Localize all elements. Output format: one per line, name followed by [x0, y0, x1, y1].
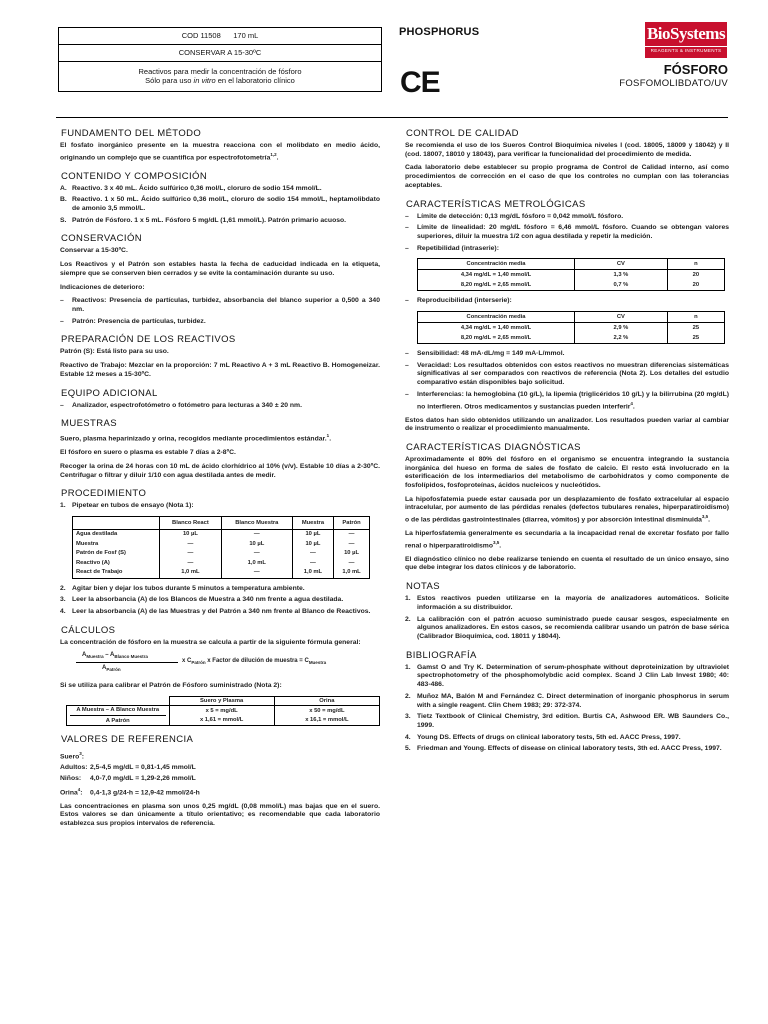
- list-marker: 1.: [405, 663, 411, 671]
- left-column: [60, 120, 380, 834]
- table-row: [73, 559, 370, 569]
- list-item: [405, 245, 729, 254]
- table-cell: —: [292, 549, 333, 559]
- muestras-p3: Recoger la orina de 24 horas con 10 mL de ácido clorhídrico al 10% (v/v). Estable 10 días a 2-30ºC. Centrifugar o filtrar y diluir 1/10 con agua destilada antes de medir.: [60, 462, 380, 479]
- list-marker: 5.: [405, 745, 411, 753]
- purpose-line-2: [59, 76, 381, 85]
- formula-c: x C: [182, 658, 192, 665]
- list-item: [405, 362, 729, 388]
- list-item: [60, 585, 380, 594]
- section-title-calculos: CÁLCULOS: [61, 624, 116, 636]
- table-cell: —: [160, 549, 222, 559]
- list-text: Young DS. Effects of drugs on clinical laboratory tests, 5th ed. AACC Press, 1997.: [417, 733, 681, 741]
- brand-logo: [645, 22, 727, 58]
- table-cell: 10 µL: [292, 530, 333, 540]
- metrologicas-list-2: [405, 350, 729, 411]
- table-cell: Patrón de Fosf (S): [73, 549, 160, 559]
- list-text: Muñoz MA, Balón M and Fernández C. Direct determination of inorganic phosphorus in serum with a single reagent. Clin Chem 1983; 29: 372-374.: [417, 692, 729, 709]
- table-cell: —: [334, 559, 370, 569]
- section-title-procedimiento: PROCEDIMIENTO: [61, 488, 147, 500]
- section-title-contenido: CONTENIDO Y COMPOSICIÓN: [61, 170, 208, 182]
- diagnosticas-p1: Aproximadamente el 80% del fósforo en el organismo se encuentra integrando la sustancia inorgánica del hueso en forma de sales de fosfato de calcio. El resto está involucrado en la esterificación de los intermediarios del metabolismo de carbohidratos y como componente de fosfolípidos, fosfoproteínas, ácidos nucleicos y nucleótidos.: [405, 455, 729, 490]
- list-marker: 1.: [60, 502, 66, 510]
- list-marker: –: [405, 390, 409, 398]
- table-cell: 0,7 %: [575, 280, 668, 291]
- table-cell: —: [160, 559, 222, 569]
- brand-tagline: REAGENTS & INSTRUMENTS: [645, 46, 727, 55]
- list-item: [60, 596, 380, 605]
- table-row: [73, 549, 370, 559]
- list-marker: –: [405, 224, 409, 232]
- diagnosticas-p4: El diagnóstico clínico no debe realizarse teniendo en cuenta el resultado de un único ensayo, sino que debe integrar los datos clínicos y de laboratorio.: [405, 555, 729, 572]
- deterioro-list: [60, 297, 380, 326]
- formula-sub: Muestra: [86, 654, 104, 660]
- section-title-control: CONTROL DE CALIDAD: [406, 128, 519, 139]
- reference-label-wrap: [60, 784, 90, 798]
- purpose-text-italic: in vitro: [193, 76, 216, 85]
- formula-numerator: [82, 652, 148, 659]
- purpose-text-c: en el laboratorio clínico: [215, 76, 295, 85]
- list-text: Analizador, espectrofotómetro o fotómetro para lecturas a 340 ± 20 nm.: [72, 401, 302, 409]
- table-cell: x 5 = mg/dL: [169, 706, 274, 716]
- table-header-row: [67, 697, 380, 706]
- header-divider: [56, 117, 728, 118]
- list-marker: 4.: [60, 607, 66, 615]
- table-cell: —: [292, 559, 333, 569]
- formula-denominator: [102, 665, 121, 672]
- list-item: [405, 297, 729, 306]
- table-header: Concentración media: [418, 259, 575, 270]
- table-cell: 1,0 mL: [221, 559, 292, 569]
- table-header: [73, 517, 160, 530]
- list-text: Patrón: Presencia de partículas, turbidez.: [72, 317, 206, 325]
- list-text: Gamst O and Try K. Determination of serum-phosphate without deproteinization by ultraviolet spectrophotometry of the phosphomolybdic acid complex. Scand J Clin Lab Invest 1980; 40: 483-486.: [417, 663, 729, 689]
- notas-list: [405, 595, 729, 642]
- list-item: [60, 402, 380, 411]
- list-text: Leer la absorbancia (A) de las Muestras y del Patrón a 340 nm frente al Blanco de Reactivos.: [72, 607, 371, 615]
- table-cell: —: [334, 530, 370, 540]
- list-text: Límite de detección: 0,13 mg/dL fósforo = 0,042 mmol/L fósforo.: [417, 212, 624, 220]
- list-item: [405, 595, 729, 612]
- table-cell: [67, 697, 170, 706]
- list-item: [60, 297, 380, 314]
- table-cell: —: [221, 568, 292, 578]
- reference-value: 4,0-7,0 mg/dL = 1,29-2,26 mmol/L: [90, 775, 196, 783]
- diagnosticas-p3-end: .: [499, 542, 502, 550]
- table-cell: Agua destilada: [73, 530, 160, 540]
- reference-ref: 4: [77, 787, 81, 793]
- section-title-equipo: EQUIPO ADICIONAL: [61, 387, 158, 399]
- fundamento-ref: 1,2: [270, 151, 277, 157]
- formula-fraction-line: [76, 662, 178, 663]
- list-text: Estos reactivos pueden utilizarse en la mayoría de analizadores automáticos. Solicite información a su distribuidor.: [417, 595, 729, 611]
- list-marker: B.: [60, 196, 67, 204]
- list-text: Interferencias: la hemoglobina (10 g/L), la lipemia (triglicéridos 10 g/L) y la bilirrubina (20 mg/dL) no interfieren. Otros medicamentos y sustancias pueden interferir: [417, 390, 729, 410]
- reference-label: Niños:: [60, 775, 82, 783]
- list-text: Límite de linealidad: 20 mg/dL fósforo = 6,46 mmol/L fósforo. Cuando se obtengan valores superiores, diluir la muestra 1/2 con agua destilada y repetir la medición.: [417, 224, 729, 240]
- page-title: FÓSFORO: [663, 62, 728, 77]
- section-title-notas: NOTAS: [406, 581, 441, 593]
- list-text: Tietz Textbook of Clinical Chemistry, 3rd edition. Burtis CA, Ashwood ER. WB Saunders Co., 1999.: [417, 713, 729, 729]
- suero-text: Suero: [60, 753, 80, 761]
- table-cell: 25: [667, 323, 724, 334]
- list-marker: –: [405, 297, 409, 305]
- formula-sub: Patrón: [106, 667, 121, 673]
- list-text: Reactivo. 3 x 40 mL. Ácido sulfúrico 0,36 mol/L, cloruro de sodio 154 mmol/L.: [72, 184, 322, 192]
- formula-factor: x Factor de dilución de muestra = C: [207, 658, 309, 665]
- procedimiento-steps: [60, 585, 380, 617]
- calculos-p1: La concentración de fósforo en la muestra se calcula a partir de la siguiente fórmula general:: [60, 638, 361, 646]
- diagnosticas-p2: [405, 496, 729, 525]
- formula-sub: Blanco Muestra: [114, 654, 148, 660]
- table-row: [73, 540, 370, 550]
- list-item: [60, 608, 380, 617]
- reproducibility-table: [417, 311, 725, 344]
- list-marker: –: [60, 317, 64, 325]
- list-marker: S.: [60, 216, 67, 224]
- formula-sub: Muestra: [308, 660, 327, 666]
- table-cell: 25: [667, 333, 724, 344]
- table-row: [418, 323, 725, 334]
- diagnosticas-p2-end: .: [708, 516, 711, 524]
- list-text: Reproducibilidad (interserie):: [417, 297, 512, 305]
- calculos-p2: Si se utiliza para calibrar el Patrón de Fósforo suministrado (Nota 2):: [60, 682, 282, 690]
- list-text: Pipetear en tubos de ensayo (Nota 1):: [72, 502, 194, 510]
- control-p2: Cada laboratorio debe establecer su propio programa de Control de Calidad interno, así como procedimientos de corrección en el caso de que los controles no cumplan con las tolerancias aceptables.: [405, 164, 729, 189]
- product-name: PHOSPHORUS: [399, 26, 480, 38]
- table-cell: Reactivo (A): [73, 559, 160, 569]
- reference-label: Orina: [60, 789, 78, 797]
- table-header: n: [667, 312, 724, 323]
- list-marker: –: [405, 361, 409, 369]
- table-cell: x 1,61 = mmol/L: [169, 716, 274, 726]
- table-header: Orina: [274, 697, 379, 706]
- section-title-muestras: MUESTRAS: [61, 418, 117, 430]
- table-cell: —: [221, 530, 292, 540]
- section-title-bibliografia: BIBLIOGRAFÍA: [406, 649, 477, 661]
- table-cell: React de Trabajo: [73, 568, 160, 578]
- list-text: Reactivos: Presencia de partículas, turbidez, absorbancia del blanco superior a 0,500 a 340 nm.: [72, 297, 380, 313]
- fundamento-body: El fosfato inorgánico presente en la muestra reacciona con el molibdato en medio ácido, originando un complejo que se cuantifica por espectrofotometría: [60, 142, 380, 161]
- table-cell: 1,3 %: [575, 270, 668, 281]
- section-title-conservacion: CONSERVACIÓN: [61, 233, 142, 245]
- table-cell: 4,34 mg/dL = 1,40 mmol/L: [418, 270, 575, 281]
- preparacion-p1: Patrón (S): Está listo para su uso.: [60, 348, 169, 356]
- metrologicas-list: [405, 213, 729, 254]
- preparacion-p2: Reactivo de Trabajo: Mezclar en la proporción: 7 mL Reactivo A + 3 mL Reactivo B. Homogeneizar. Estable 12 meses a 15-30ºC.: [60, 362, 380, 378]
- purpose-line-1: Reactivos para medir la concentración de fósforo: [138, 67, 302, 76]
- list-marker: –: [60, 297, 64, 305]
- table-cell: [67, 706, 170, 726]
- muestras-p1-end: .: [329, 435, 332, 443]
- table-row: [67, 706, 380, 716]
- fundamento-text: [60, 142, 380, 163]
- list-marker: 1.: [405, 595, 411, 603]
- formula-sub: Patrón: [191, 660, 206, 666]
- reference-label-end: :: [80, 789, 83, 797]
- muestras-p1: [60, 432, 380, 444]
- storage-row: CONSERVAR A 15-30ºC: [59, 45, 381, 62]
- valores-note: Las concentraciones en plasma son unos 0,25 mg/dL (0,08 mmol/L) mas bajas que en el suero. Estos valores se dan únicamente a título orientativo; es recomendable que cada laboratorio establezca sus propios intervalos de referencia.: [60, 802, 380, 827]
- reference-value: 2,5-4,5 mg/dL = 0,81-1,45 mmol/L: [90, 764, 196, 772]
- table-cell: 20: [667, 270, 724, 281]
- diagnosticas-p3-text: La hiperfosfatemia generalmente es secundaria a la incapacidad renal de excretar fosfato por fallo renal o hiperparatiroidismo: [405, 530, 729, 550]
- table-cell: 10 µL: [221, 540, 292, 550]
- list-item: [60, 185, 380, 194]
- list-text: Reactivo. 1 x 50 mL. Ácido sulfúrico 0,36 mol/L, cloruro de sodio 154 mmol/L, heptamolibdato de amonio 3,5 mmol/L.: [72, 196, 380, 213]
- product-volume: 170 mL: [233, 31, 259, 40]
- suero-ref: 3: [79, 751, 82, 757]
- procedimiento-step1: [60, 502, 380, 511]
- reference-row: [60, 762, 380, 773]
- repro-label-list: [405, 297, 729, 306]
- purpose-row: [59, 62, 381, 91]
- section-title-diagnosticas: CARACTERÍSTICAS DIAGNÓSTICAS: [406, 441, 581, 453]
- table-row: [418, 280, 725, 291]
- list-item: [60, 217, 380, 226]
- list-marker: A.: [60, 184, 67, 192]
- list-marker: –: [60, 401, 64, 409]
- table-cell: 10 µL: [292, 540, 333, 550]
- muestras-ref: 1: [326, 433, 330, 439]
- table-cell: 2,2 %: [575, 333, 668, 344]
- table-cell: —: [221, 549, 292, 559]
- list-text: Agitar bien y dejar los tubos durante 5 minutos a temperatura ambiente.: [72, 584, 305, 592]
- table-header-row: [418, 312, 725, 323]
- table-header: Muestra: [292, 517, 333, 530]
- muestras-p1-text: Suero, plasma heparinizado y orina, recogidos mediante procedimientos estándar.: [60, 435, 327, 443]
- metrologicas-note: Estos datos han sido obtenidos utilizando un analizador. Los resultados pueden variar al cambiar de instrumento o realizar el procedimiento manualmente.: [405, 416, 729, 433]
- method-subtitle: FOSFOMOLIBDATO/UV: [619, 78, 728, 89]
- calculation-table: [66, 696, 380, 726]
- table-row: [73, 530, 370, 540]
- list-text: Friedman and Young. Effects of disease on clinical laboratory tests, 3th ed. AACC Press, 1997.: [417, 745, 722, 753]
- list-marker: 4.: [405, 733, 411, 741]
- table-header: Blanco React: [160, 517, 222, 530]
- control-p1: Se recomienda el uso de los Sueros Control Bioquímica niveles I (cod. 18005, 18009 y 18042) y II (cod. 18007, 18010 y 18043), para verificar la funcionalidad del procedimiento de medida.: [405, 142, 729, 158]
- list-ref: 4: [630, 400, 633, 406]
- table-cell: 10 µL: [334, 549, 370, 559]
- right-column: [405, 120, 729, 759]
- equipo-list: [60, 402, 380, 411]
- list-item: [405, 213, 729, 222]
- list-marker: 3.: [60, 596, 66, 604]
- list-text: Patrón de Fósforo. 1 x 5 mL. Fósforo 5 mg/dL (1,61 mmol/L). Patrón primario acuoso.: [72, 216, 347, 224]
- brand-name: BioSystems: [646, 24, 726, 43]
- repeatability-table: [417, 258, 725, 291]
- fraction-den: A Patrón: [105, 718, 130, 725]
- fraction-num: A Muestra – A Blanco Muestra: [70, 707, 166, 716]
- table-header: Patrón: [334, 517, 370, 530]
- fundamento-end: .: [276, 153, 279, 161]
- diagnosticas-p3-ref: 3,5: [493, 539, 500, 545]
- list-text: Sensibilidad: 48 mA·dL/mg = 149 mA·L/mmol.: [417, 350, 565, 358]
- list-text: Leer la absorbancia (A) de los Blancos de Muestra a 340 nm frente a agua destilada.: [72, 596, 344, 604]
- formula-minus: – A: [103, 652, 115, 659]
- reference-value: 0,4-1,3 g/24-h = 12,9-42 mmol/24-h: [90, 789, 200, 797]
- formula: [74, 652, 380, 678]
- list-item: [405, 745, 729, 754]
- list-text: Veracidad: Los resultados obtenidos con estos reactivos no muestran diferencias sistemáticas significativas al ser comparados con reactivos de referencia (Nota 2). Los detalles del estudio comparativo están disponibles bajo solicitud.: [417, 361, 729, 387]
- list-marker: –: [405, 212, 409, 220]
- table-cell: 1,0 mL: [160, 568, 222, 578]
- diagnosticas-p2-ref: 3,5: [701, 514, 709, 520]
- product-info-box: [58, 27, 382, 92]
- table-header: CV: [575, 259, 668, 270]
- conservacion-p3: Indicaciones de deterioro:: [60, 283, 145, 291]
- suero-end: :: [81, 753, 85, 761]
- list-text: Repetibilidad (intraserie):: [417, 244, 499, 252]
- table-cell: 20: [667, 280, 724, 291]
- formula-a: A: [102, 665, 107, 672]
- reference-row: [60, 773, 380, 784]
- table-header-row: [73, 517, 370, 530]
- table-cell: —: [160, 540, 222, 550]
- table-cell: 1,0 mL: [292, 568, 333, 578]
- table-cell: 1,0 mL: [334, 568, 370, 578]
- list-end: .: [632, 402, 635, 410]
- list-item: [405, 616, 729, 642]
- list-marker: 2.: [60, 584, 66, 592]
- section-title-fundamento: FUNDAMENTO DEL MÉTODO: [61, 128, 202, 139]
- list-text: La calibración con el patrón acuoso suministrado puede causar sesgos, especialmente en algunos analizadores. En estos casos, se recomienda calibrar usando un patrón de base sérica (Calibrador Bioquímica, cod. 18011 y 18044).: [417, 615, 729, 640]
- diagnosticas-p2-text: La hipofosfatemia puede estar causada por un desplazamiento de fosfato extracelular al espacio intracelular, por aumento de las pérdidas renales (defectos tubulares renales, hiperparatiroidismo) o de las pérdidas gastrointestinales (diarrea, vómitos) y por absorción intestinal disminuida: [405, 495, 729, 524]
- section-title-preparacion: PREPARACIÓN DE LOS REACTIVOS: [61, 334, 236, 346]
- list-item: [405, 693, 729, 710]
- formula-multiplier: [182, 658, 326, 665]
- reference-row: [60, 784, 380, 798]
- formula-a: A: [82, 652, 87, 659]
- list-item: [405, 664, 729, 690]
- product-code: COD 11508: [181, 31, 221, 40]
- table-row: [73, 568, 370, 578]
- table-cell: —: [334, 540, 370, 550]
- ce-mark-icon: CE: [400, 66, 440, 99]
- list-item: [405, 713, 729, 730]
- table-cell: 8,20 mg/dL = 2,65 mmol/L: [418, 280, 575, 291]
- table-header: n: [667, 259, 724, 270]
- table-header: Concentración media: [418, 312, 575, 323]
- table-cell: 2,9 %: [575, 323, 668, 334]
- table-row: [418, 333, 725, 344]
- muestras-p2: El fósforo en suero o plasma es estable 7 días a 2-8ºC.: [60, 449, 236, 457]
- purpose-text-a: Sólo para uso: [145, 76, 194, 85]
- section-title-metrologicas: CARACTERÍSTICAS METROLÓGICAS: [406, 198, 586, 210]
- product-code-row: [59, 28, 381, 45]
- table-cell: x 50 = mg/dL: [274, 706, 379, 716]
- list-item: [405, 391, 729, 412]
- table-header: CV: [575, 312, 668, 323]
- suero-label: [60, 748, 380, 762]
- list-item: [60, 196, 380, 213]
- list-marker: –: [405, 350, 409, 358]
- list-marker: –: [405, 244, 409, 252]
- list-item: [405, 224, 729, 241]
- table-header-row: [418, 259, 725, 270]
- conservacion-p2: Los Reactivos y el Patrón son estables hasta la fecha de caducidad indicada en la etiqueta, siempre que se conserven bien cerrados y se evite la contaminación durante su uso.: [60, 261, 380, 277]
- pipetting-table: [72, 516, 370, 579]
- section-title-valores: VALORES DE REFERENCIA: [61, 734, 194, 746]
- list-item: [60, 318, 380, 327]
- table-header: Suero y Plasma: [169, 697, 274, 706]
- list-marker: 2.: [405, 615, 411, 623]
- table-cell: 10 µL: [160, 530, 222, 540]
- table-cell: x 16,1 = mmol/L: [274, 716, 379, 726]
- list-item: [60, 502, 380, 511]
- list-marker: 2.: [405, 692, 411, 700]
- table-cell: Muestra: [73, 540, 160, 550]
- list-item: [405, 350, 729, 359]
- list-marker: 3.: [405, 713, 411, 721]
- reference-label: Adultos:: [60, 764, 88, 772]
- contenido-list: [60, 185, 380, 226]
- diagnosticas-p3: [405, 530, 729, 551]
- table-cell: 4,34 mg/dL = 1,40 mmol/L: [418, 323, 575, 334]
- table-row: [418, 270, 725, 281]
- table-cell: 8,20 mg/dL = 2,65 mmol/L: [418, 333, 575, 344]
- bibliografia-list: [405, 664, 729, 754]
- conservacion-p1: Conservar a 15-30ºC.: [60, 247, 128, 255]
- list-item: [405, 734, 729, 743]
- table-header: Blanco Muestra: [221, 517, 292, 530]
